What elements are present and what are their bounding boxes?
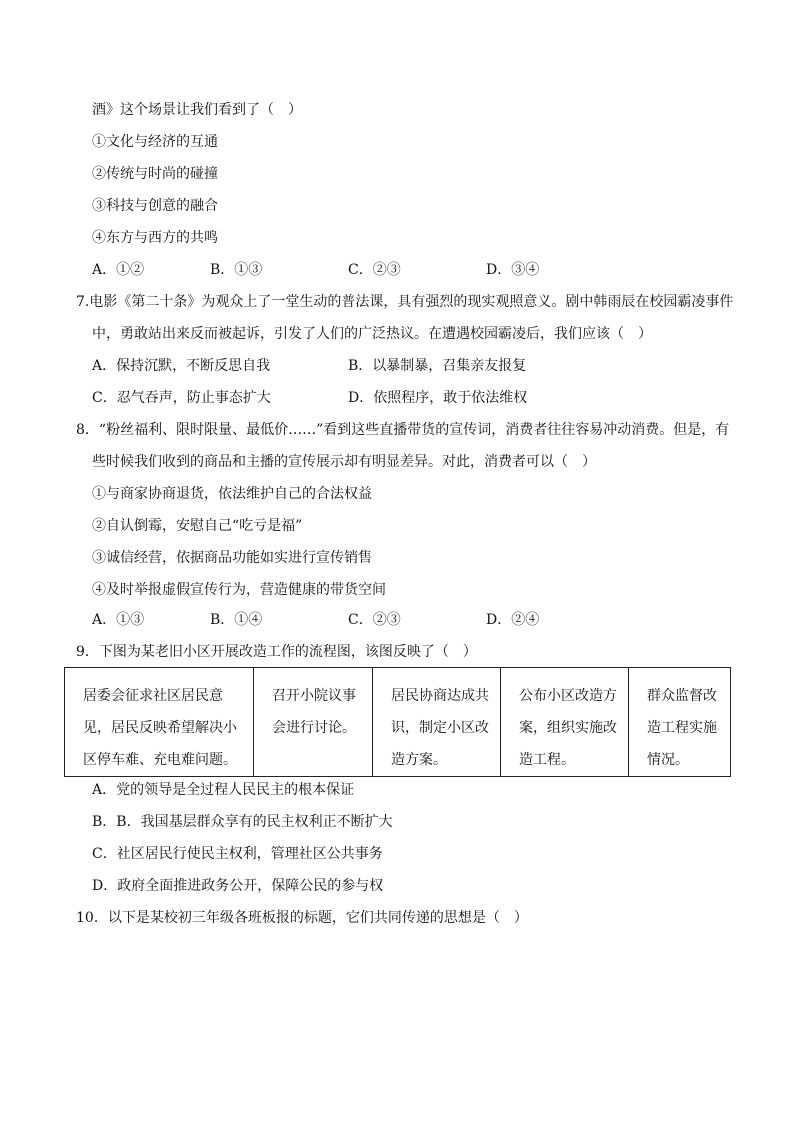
q8-option-a: A．①③ (92, 612, 145, 628)
q8-option-d: D．②④ (486, 612, 540, 628)
q8-item-1: ①与商家协商退货，依法维护自己的合法权益 (92, 486, 372, 502)
q6-option-d: D．③④ (486, 262, 540, 278)
q10-stem: 10．以下是某校初三年级各班板报的标题，它们共同传递的思想是（ ） (76, 910, 528, 926)
q7-options-row2 (92, 388, 732, 408)
q6-option-a: A．①② (92, 262, 145, 278)
q8-option-c: C．②③ (348, 612, 401, 628)
flow-step-1: 居委会征求社区居民意见，居民反映希望解决小区停车难、充电难问题。 (65, 668, 254, 777)
q8-option-b: B．①④ (210, 612, 263, 628)
q6-option-c: C．②③ (348, 262, 401, 278)
flow-step-4: 公布小区改造方案，组织实施改造工程。 (501, 668, 629, 777)
q6-stem-continuation: 酒》这个场景让我们看到了（ ） (92, 102, 302, 118)
q6-item-3: ③科技与创意的融合 (92, 198, 218, 214)
flow-step-2: 召开小院议事会进行讨论。 (254, 668, 373, 777)
q9-option-a: A．党的领导是全过程人民民主的根本保证 (92, 782, 355, 798)
q8-item-3: ③诚信经营，依据商品功能如实进行宣传销售 (92, 550, 372, 566)
q8-item-2: ②自认倒霉，安慰自己“吃亏是福” (92, 518, 303, 534)
q7-stem-line1: 7.电影《第二十条》为观众上了一堂生动的普法课，具有强烈的现实观照意义。剧中韩雨辰在校园霸凌事件 (76, 294, 734, 310)
q7-stem-line2: 中，勇敢站出来反而被起诉，引发了人们的广泛热议。在遭遇校园霸凌后，我们应该（ ） (92, 326, 652, 342)
q7-option-c: C．忍气吞声，防止事态扩大 (92, 390, 271, 406)
q6-options (92, 260, 732, 280)
q7-options-row1 (92, 356, 732, 376)
q8-stem-line1: 8．“粉丝福利、限时限量、最低价……”看到这些直播带货的宣传词，消费者往往容易冲动消费。但是，有 (76, 422, 730, 438)
q9-flow-chart (64, 667, 731, 777)
q7-option-b: B．以暴制暴，召集亲友报复 (348, 358, 527, 374)
q6-item-2: ②传统与时尚的碰撞 (92, 166, 218, 182)
q7-option-d: D．依照程序，敢于依法维权 (348, 390, 528, 406)
q6-option-b: B．①③ (210, 262, 263, 278)
flow-step-5: 群众监督改造工程实施情况。 (629, 668, 731, 777)
q9-option-c: C．社区居民行使民主权利，管理社区公共事务 (92, 846, 383, 862)
q9-option-b: B．B．我国基层群众享有的民主权利正不断扩大 (92, 814, 393, 830)
q8-item-4: ④及时举报虚假宣传行为，营造健康的带货空间 (92, 582, 386, 598)
q6-item-1: ①文化与经济的互通 (92, 134, 218, 150)
q9-stem: 9．下图为某老旧小区开展改造工作的流程图，该图反映了（ ） (76, 644, 477, 660)
q8-options (92, 610, 732, 630)
q7-option-a: A．保持沉默，不断反思自我 (92, 358, 271, 374)
q9-option-d: D．政府全面推进政务公开，保障公民的参与权 (92, 878, 384, 894)
flow-step-3: 居民协商达成共识，制定小区改造方案。 (373, 668, 501, 777)
q6-item-4: ④东方与西方的共鸣 (92, 230, 218, 246)
q8-stem-line2: 些时候我们收到的商品和主播的宣传展示却有明显差异。对此，消费者可以（ ） (92, 454, 596, 470)
